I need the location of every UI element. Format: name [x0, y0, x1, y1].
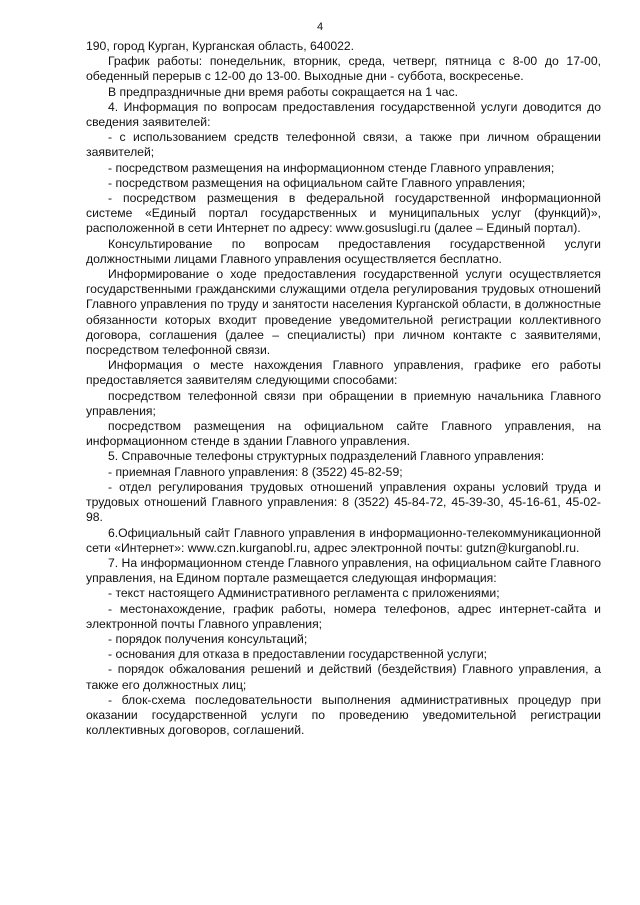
paragraph: График работы: понедельник, вторник, среда, четверг, пятница с 8-00 до 17-00, обеденный перерыв с 12-00 до 13-00. Выходные дни - суббота, воскресенье.	[86, 54, 601, 84]
paragraph: 6.Официальный сайт Главного управления в информационно-телекоммуникационной сети «Интернет»: www.czn.kurganobl.ru, адрес электронной почты: gutzn@kurganobl.ru.	[86, 525, 601, 555]
list-item: - блок-схема последовательности выполнения административных процедур при оказании государственной услуги по проведению уведомительной регистрации коллективных договоров, соглашений.	[86, 692, 601, 738]
list-item: - отдел регулирования трудовых отношений управления охраны условий труда и трудовых отношений Главного управления: 8 (3522) 45-84-72, 45-39-30, 45-16-61, 45-02-98.	[86, 479, 601, 525]
list-item: - местонахождение, график работы, номера телефонов, адрес интернет-сайта и электронной почты Главного управления;	[86, 601, 601, 631]
paragraph: 4. Информация по вопросам предоставления государственной услуги доводится до сведения заявителей:	[86, 99, 601, 130]
list-item: - приемная Главного управления: 8 (3522) 45-82-59;	[108, 464, 403, 479]
paragraph: Информирование о ходе предоставления государственной услуги осуществляется государственными гражданскими служащими отдела регулирования трудовых отношений Главного управления по труду и занятости населения Курганской области, в должностные обязанности которых входит проведение уведомительной регистрации коллективного договора, соглашения (далее – специалисты) при личном контакте с заявителями, посредством телефонной связи.	[86, 267, 601, 358]
paragraph: 5. Справочные телефоны структурных подразделений Главного управления:	[108, 449, 545, 464]
list-item: - порядок обжалования решений и действий (бездействия) Главного управления, а также его должностных лиц;	[86, 662, 601, 692]
list-item: - посредством размещения в федеральной государственной информационной системе «Единый портал государственных и муниципальных услуг (функций)», расположенной в сети Интернет по адресу: www.gosuslugi.ru (далее – Единый портал).	[86, 191, 601, 236]
list-item: - основания для отказа в предоставлении государственной услуги;	[108, 647, 488, 662]
page-number: 4	[316, 21, 324, 33]
list-item: - с использованием средств телефонной связи, а также при личном обращении заявителей;	[86, 130, 601, 160]
paragraph: Консультирование по вопросам предоставления государственной услуги должностными лицами Главного управления осуществляется бесплатно.	[86, 236, 601, 266]
paragraph: 7. На информационном стенде Главного управления, на официальном сайте Главного управления, на Едином портале размещается следующая информация:	[86, 555, 601, 586]
list-item: - текст настоящего Административного регламента с приложениями;	[108, 586, 500, 601]
document-body	[86, 39, 601, 738]
paragraph: В предпраздничные дни время работы сокращается на 1 час.	[108, 84, 458, 99]
list-item: - посредством размещения на официальном сайте Главного управления;	[108, 175, 526, 190]
list-item: - посредством размещения на информационном стенде Главного управления;	[108, 160, 555, 175]
paragraph: посредством телефонной связи при обращении в приемную начальника Главного управления;	[86, 388, 601, 418]
paragraph: Информация о месте нахождения Главного управления, графике его работы предоставляется заявителям следующими способами:	[86, 358, 601, 388]
list-item: - порядок получения консультаций;	[108, 631, 308, 646]
paragraph: 190, город Курган, Курганская область, 640022.	[86, 39, 355, 53]
paragraph: посредством размещения на официальном сайте Главного управления, на информационном стенде в здании Главного управления.	[86, 419, 601, 449]
